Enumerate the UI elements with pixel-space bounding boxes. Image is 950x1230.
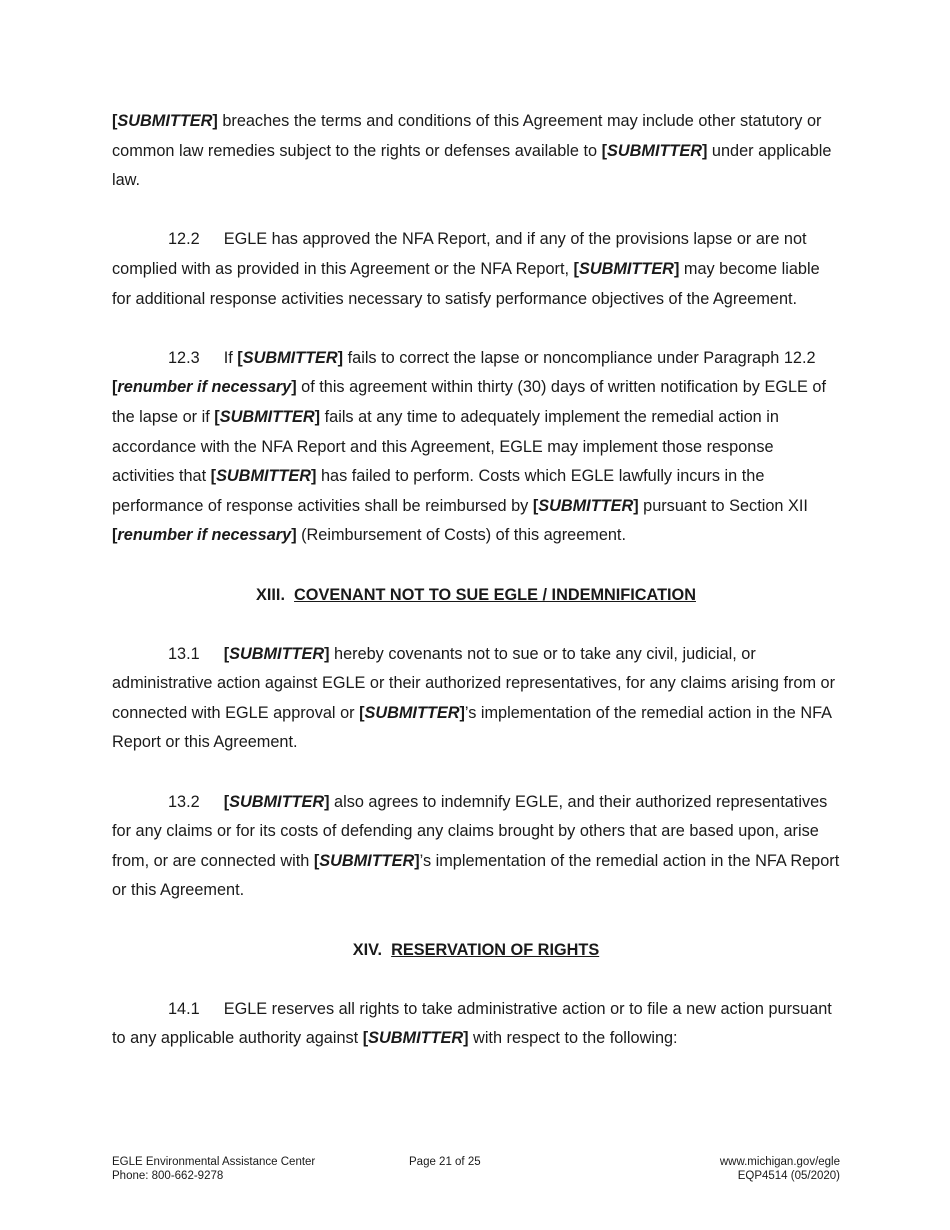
submitter-placeholder: [SUBMITTER] [601, 141, 708, 160]
section-numeral: XIV. [352, 940, 383, 959]
submitter-placeholder: [SUBMITTER] [223, 644, 330, 663]
footer-page-number: Page 21 of 25 [409, 1156, 481, 1168]
paragraph-number: 12.3 [168, 348, 200, 367]
submitter-placeholder: [SUBMITTER] [359, 703, 465, 722]
paragraph-number: 14.1 [168, 999, 200, 1018]
footer-right [720, 1155, 840, 1183]
submitter-placeholder: [SUBMITTER] [313, 851, 420, 870]
paragraph-12-2: 12.2 EGLE has approved the NFA Report, and if any of the provisions lapse or are not complied with as provided in this Agreement or the NFA Report, [SUBMITTER] may become liable for additional response activities necessary to satisfy performance objectives of the Agreement. [112, 230, 820, 308]
paragraph-number: 13.1 [168, 644, 200, 663]
submitter-placeholder: [SUBMITTER] [112, 112, 218, 130]
paragraph-number: 13.2 [168, 792, 200, 811]
submitter-placeholder: [SUBMITTER] [362, 1029, 469, 1048]
section-numeral: XIII. [256, 585, 285, 604]
page-footer [112, 1155, 840, 1187]
paragraph-continued: [SUBMITTER] breaches the terms and conditions of this Agreement may include other statutory or common law remedies subject to the rights or defenses available to [SUBMITTER] under applicable law. [112, 112, 832, 190]
paragraph-13-2: 13.2 [SUBMITTER] also agrees to indemnify EGLE, and their authorized representatives for any claims or for its costs of defending any claims brought by others that are based upon, arise from, or are connected with [SUBMITTER]’s implementation of the remedial action in the NFA Report or this Agreement. [112, 792, 840, 900]
submitter-placeholder: [SUBMITTER] [237, 348, 344, 367]
footer-contact [112, 1155, 315, 1183]
document-body [112, 107, 840, 1084]
section-heading-xiv [112, 936, 840, 966]
footer-url: www.michigan.gov/egle [719, 1156, 840, 1168]
paragraph-13-1: 13.1 [SUBMITTER] hereby covenants not to sue or to take any civil, judicial, or administrative action against EGLE or their authorized representatives, for any claims arising from or connected with EGLE approval or [SUBMITTER]’s implementation of the remedial action in the NFA Report or this Agreement. [112, 644, 836, 752]
section-title: RESERVATION OF RIGHTS [391, 940, 600, 959]
section-title: COVENANT NOT TO SUE EGLE / INDEMNIFICATION [294, 585, 696, 604]
submitter-placeholder: [SUBMITTER] [223, 792, 330, 811]
submitter-placeholder: [SUBMITTER] [210, 467, 317, 486]
submitter-placeholder: [SUBMITTER] [214, 407, 321, 426]
paragraph-number: 12.2 [168, 230, 200, 249]
renumber-placeholder: [renumber if necessary] [112, 526, 297, 545]
footer-phone: Phone: 800-662-9278 [112, 1170, 224, 1182]
section-heading-xiii [112, 581, 840, 611]
renumber-placeholder: [renumber if necessary] [112, 378, 297, 397]
footer-form-number: EQP4514 (05/2020) [737, 1170, 840, 1182]
submitter-placeholder: [SUBMITTER] [532, 496, 639, 515]
submitter-placeholder: [SUBMITTER] [573, 259, 680, 278]
footer-org: EGLE Environmental Assistance Center [112, 1156, 316, 1168]
paragraph-14-1: 14.1 EGLE reserves all rights to take administrative action or to file a new action pursuant to any applicable authority against [SUBMITTER] with respect to the following: [112, 999, 832, 1048]
paragraph-12-3: 12.3 If [SUBMITTER] fails to correct the lapse or noncompliance under Paragraph 12.2 [renumber if necessary] of this agreement within thirty (30) days of written notification by EGLE of the lapse or if [SUBMITTER] fails at any time to adequately implement the remedial action in accordance with the NFA Report and this Agreement, EGLE may implement those response activities that [SUBMITTER] has failed to perform. Costs which EGLE lawfully incurs in the performance of response activities shall be reimbursed by [SUBMITTER] pursuant to Section XII [renumber if necessary] (Reimbursement of Costs) of this agreement. [112, 348, 826, 545]
